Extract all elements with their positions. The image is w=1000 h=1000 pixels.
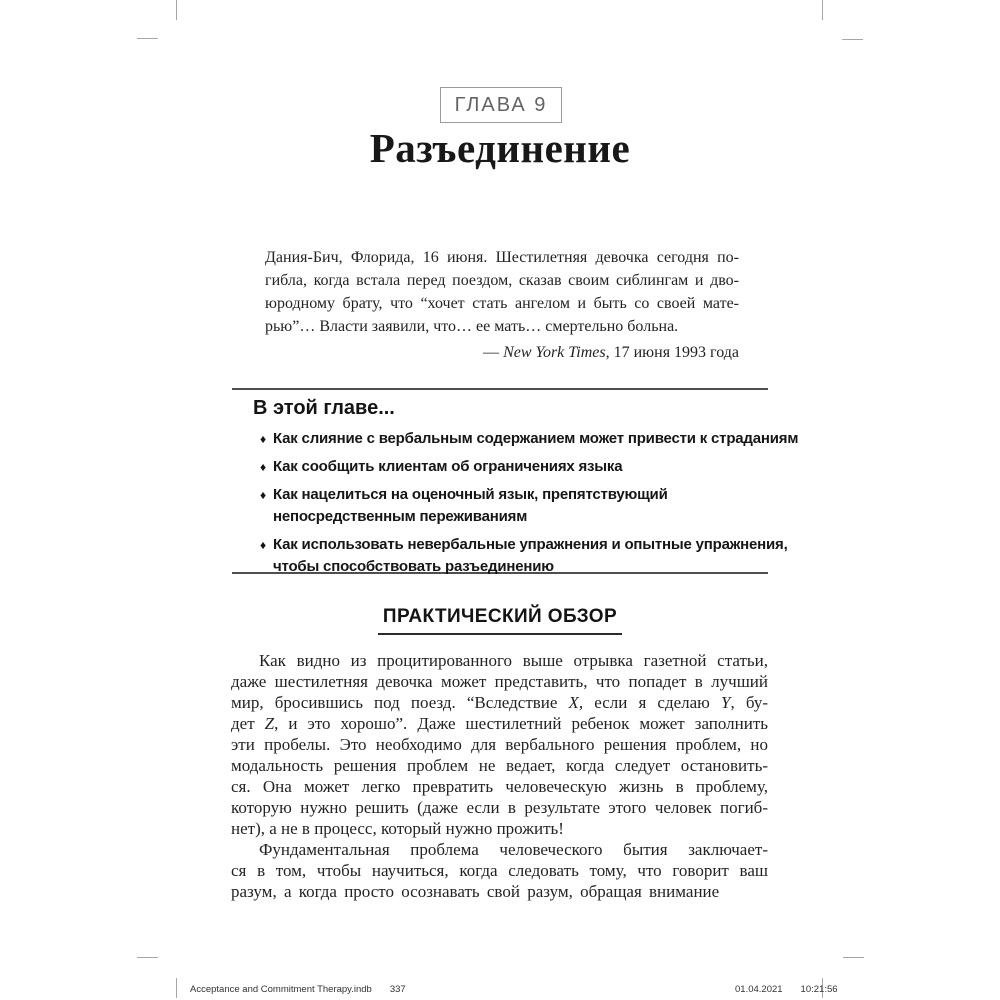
chapter-overview-item bbox=[260, 484, 768, 528]
text-line: непосредственным переживаниям bbox=[273, 508, 528, 525]
text-line: разум, а когда просто осознавать свой разум, обращая внимание bbox=[231, 882, 720, 901]
text-line: Как слияние с вербальным содержанием может привести к страданиям bbox=[273, 430, 799, 447]
bullet-diamond-icon: ♦ bbox=[260, 460, 267, 474]
crop-mark-top-right-horizontal bbox=[842, 39, 863, 40]
bullet-diamond-icon: ♦ bbox=[260, 538, 267, 552]
text-line: чтобы способствовать разъединению bbox=[273, 558, 554, 575]
text-line: Как использовать невербальные упражнения и опытные упражнения, bbox=[273, 536, 788, 553]
text-line: Как видно из процитированного выше отрывка газетной статьи, bbox=[259, 651, 768, 670]
text-line: мир, бросившись под поезд. “Вследствие X, если я сделаю Y, бу- bbox=[231, 693, 768, 712]
bullet-diamond-icon: ♦ bbox=[260, 488, 267, 502]
crop-mark-bottom-left-vertical bbox=[176, 978, 177, 998]
text-line: эти пробелы. Это необходимо для вербального решения проблем, но bbox=[231, 735, 768, 754]
footer-file-name: Acceptance and Commitment Therapy.indb bbox=[190, 984, 372, 995]
text-line: которую нужно решить (даже если в результате этого человек погиб- bbox=[231, 798, 768, 817]
in-this-chapter-heading: В этой главе... bbox=[253, 397, 395, 419]
chapter-overview-item-text bbox=[273, 428, 798, 450]
text-line: ся. Она может легко превратить человеческую жизнь в проблему, bbox=[231, 777, 768, 796]
text-line: нет), а не в процесс, который нужно прожить! bbox=[231, 819, 564, 838]
text-line: гибла, когда встала перед поездом, сказав своим сиблингам и дво- bbox=[265, 272, 739, 289]
chapter-title: Разъединение bbox=[369, 125, 631, 171]
text-line: Как нацелиться на оценочный язык, препятствующий bbox=[273, 486, 668, 503]
in-this-chapter-list bbox=[232, 428, 799, 578]
chapter-number-box bbox=[440, 87, 562, 123]
in-this-chapter-box bbox=[232, 388, 799, 575]
crop-mark-bottom-right-horizontal bbox=[843, 957, 864, 958]
text-line: ся в том, чтобы научиться, когда следовать тому, что говорит ваш bbox=[231, 861, 768, 880]
paragraph bbox=[231, 650, 768, 839]
epigraph-attribution bbox=[265, 341, 739, 364]
bullet-diamond-icon: ♦ bbox=[260, 432, 267, 446]
crop-mark-top-right-vertical bbox=[822, 0, 823, 20]
footer-time: 10:21:56 bbox=[800, 984, 838, 995]
text-line: Дания-Бич, Флорида, 16 июня. Шестилетняя девочка сегодня по- bbox=[265, 249, 739, 266]
section-heading: ПРАКТИЧЕСКИЙ ОБЗОР bbox=[378, 606, 622, 635]
print-footer-right bbox=[735, 984, 838, 995]
text-line: Фундаментальная проблема человеческого бытия заключает- bbox=[259, 840, 768, 859]
chapter-overview-item-text bbox=[273, 456, 622, 478]
text-line: модальность решения проблем не ведает, когда следует остановить- bbox=[231, 756, 768, 775]
text-line: Как сообщить клиентам об ограничениях языка bbox=[273, 458, 623, 475]
crop-mark-top-left-vertical bbox=[176, 0, 177, 20]
crop-mark-bottom-left-horizontal bbox=[137, 957, 158, 958]
epigraph bbox=[265, 246, 739, 364]
text-line: даже шестилетняя девочка может представить, что попадет в лучший bbox=[231, 672, 768, 691]
section-heading-wrap bbox=[0, 606, 1000, 635]
epigraph-text bbox=[265, 246, 739, 338]
paragraph bbox=[231, 839, 768, 902]
chapter-overview-item bbox=[260, 534, 788, 578]
text-line: — New York Times, 17 июня 1993 года bbox=[483, 344, 739, 361]
text-line: юродному брату, что “хочет стать ангелом и быть со своей мате- bbox=[265, 295, 739, 312]
footer-page-number: 337 bbox=[389, 984, 406, 995]
footer-date: 01.04.2021 bbox=[735, 984, 783, 995]
body-text bbox=[231, 650, 768, 902]
chapter-overview-item-text bbox=[273, 534, 788, 578]
text-line: дет Z, и это хорошо”. Даже шестилетний ребенок может заполнить bbox=[231, 714, 769, 733]
chapter-number-label: ГЛАВА 9 bbox=[454, 93, 548, 116]
crop-mark-top-left-horizontal bbox=[137, 38, 158, 39]
chapter-overview-item bbox=[260, 456, 768, 478]
chapter-overview-item bbox=[260, 428, 799, 450]
chapter-overview-item-text bbox=[273, 484, 668, 528]
print-footer-left bbox=[190, 984, 406, 995]
text-line: рью”… Власти заявили, что… ее мать… смертельно больна. bbox=[265, 318, 679, 335]
